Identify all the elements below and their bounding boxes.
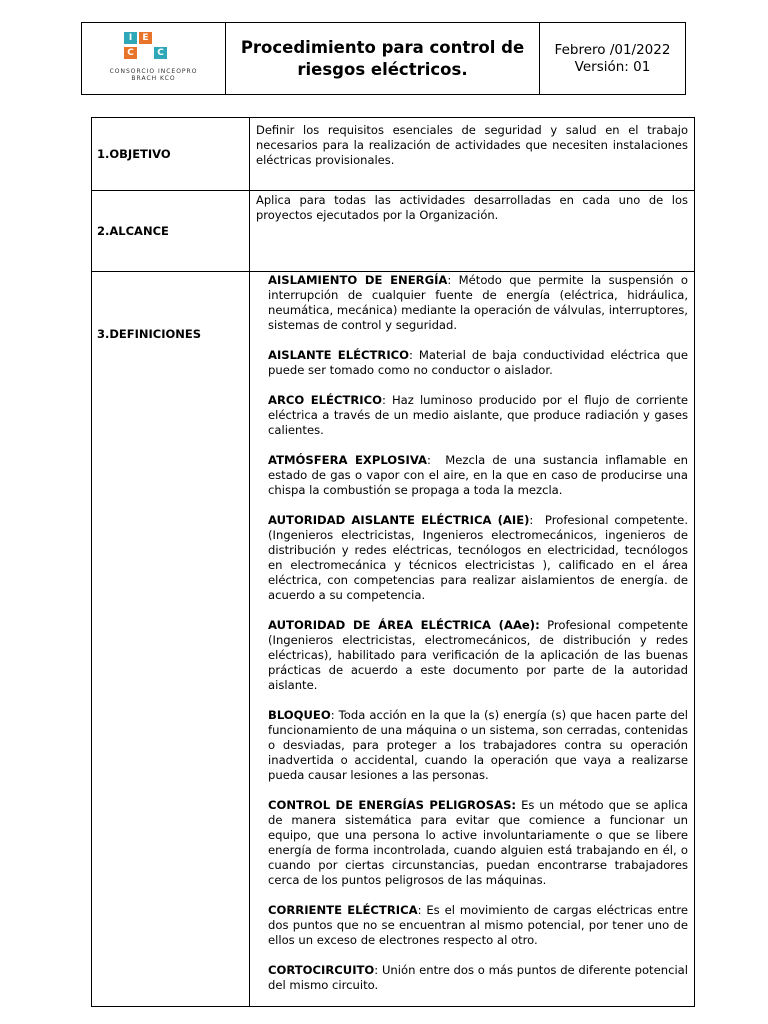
document-header	[81, 22, 686, 95]
definition-item	[268, 513, 688, 603]
definition-item	[268, 393, 688, 438]
definition-text: Método que permite la suspensión o interrupción de cualquier fuente de energía (eléctrica, hidráulica, neumática, mecánica) mediante la operación de válvulas, interruptores, sistemas de control y seguridad.	[268, 273, 689, 332]
procedure-table	[91, 117, 695, 1007]
definition-text: Unión entre dos o más puntos de diferente potencial del mismo circuito.	[268, 963, 688, 992]
logo-square-e: E	[139, 32, 152, 44]
section-definiciones	[92, 271, 694, 1006]
section-text: Aplica para todas las actividades desarrolladas en cada uno de los proyectos ejecutados por la Organización.	[256, 193, 688, 222]
document-title: Procedimiento para control de riesgos eléctricos.	[226, 23, 540, 94]
definition-item	[268, 798, 688, 888]
definitions-list	[250, 271, 694, 1006]
definition-text: Material de baja conductividad eléctrica que puede ser tomado como no conductor o aislador.	[268, 348, 688, 377]
logo-text-line2: BRACH KCO	[131, 75, 176, 82]
section-label: 3.DEFINICIONES	[92, 271, 250, 1006]
section-alcance	[92, 190, 694, 272]
definition-term: ARCO ELÉCTRICO	[268, 393, 382, 407]
definition-text: Haz luminoso producido por el flujo de corriente eléctrica a través de un medio aislante, que produce radiación y gases calientes.	[268, 393, 689, 437]
logo-square-c2: C	[154, 47, 167, 59]
definition-text: Es el movimiento de cargas eléctricas entre dos puntos que no se encuentran al mismo potencial, por tener uno de ellos un exceso de electrones respecto al otro.	[268, 903, 689, 947]
definition-separator: :	[447, 273, 459, 287]
definition-term: AISLANTE ELÉCTRICO	[268, 348, 410, 362]
definition-separator: :	[529, 513, 545, 527]
definition-item	[268, 963, 688, 993]
section-text: Definir los requisitos esenciales de seguridad y salud en el trabajo necesarios para la realización de actividades que necesiten instalaciones eléctricas provisionales.	[256, 123, 688, 167]
definition-term: AUTORIDAD DE ÁREA ELÉCTRICA (AAe):	[268, 618, 540, 632]
definition-term: BLOQUEO	[268, 708, 331, 722]
document-version: Versión: 01	[574, 58, 651, 75]
definition-separator	[540, 618, 547, 632]
logo-square-c1: C	[124, 47, 137, 59]
definition-item	[268, 708, 688, 783]
definition-text: Es un método que se aplica de manera sistemática para evitar que comience a funcionar un equipo, que una persona lo active involuntariamente o que se libere energía de forma incontrolada, cuando alguien está trabajando en él, o cuando por ciertas circunstancias, puedan encontrarse trabajadores cerca de los puntos peligrosos de las máquinas.	[268, 798, 689, 887]
definition-item	[268, 618, 688, 693]
logo-square-i: I	[124, 32, 137, 44]
section-label: 1.OBJETIVO	[92, 118, 250, 190]
definition-separator: :	[374, 963, 382, 977]
logo	[82, 23, 226, 94]
definition-term: AUTORIDAD AISLANTE ELÉCTRICA (AIE)	[268, 513, 530, 527]
section-label: 2.ALCANCE	[92, 190, 250, 271]
definition-item	[268, 903, 688, 948]
definition-text: Toda acción en la que la (s) energía (s) que hacen parte del funcionamiento de una máquina o un sistema, son cerradas, contenidas o desviadas, para proteger a los trabajadores contra su operación inadvertida o accidental, cuando la operación que vaya a realizarse pueda causar lesiones a las personas.	[268, 708, 689, 782]
section-objetivo	[92, 118, 694, 191]
definition-text: Profesional competente. (Ingenieros electricistas, Ingenieros electromecánicos, ingenieros de distribución y redes eléctricas, tecnólogos en electricidad, tecnólogos en electromecánica y técnicos electricistas ), calificado en el área eléctrica, con competencias para realizar aislamientos de energía. de acuerdo a su competencia.	[268, 513, 689, 602]
definition-term: ATMÓSFERA EXPLOSIVA	[268, 453, 427, 467]
definition-text: Mezcla de una sustancia inflamable en estado de gas o vapor con el aire, en la que en caso de producirse una chispa la combustión se propaga a toda la mezcla.	[268, 453, 688, 497]
definition-separator: :	[417, 903, 427, 917]
definition-term: CORRIENTE ELÉCTRICA	[268, 903, 418, 917]
definition-item	[268, 453, 688, 498]
definition-term: AISLAMIENTO DE ENERGÍA	[268, 273, 448, 287]
document-date: Febrero /01/2022	[554, 41, 671, 58]
document-meta	[540, 23, 685, 94]
definition-separator: :	[381, 393, 392, 407]
logo-text-line1: CONSORCIO INCEOPRO	[109, 68, 198, 75]
definition-text: Profesional competente (Ingenieros electricistas, electromecánicos, de distribución y redes eléctricas), habilitado para verificación de la aplicación de las buenas prácticas de acuerdo a este documento por parte de la autoridad aislante.	[268, 618, 689, 692]
definition-term: CORTOCIRCUITO	[268, 963, 375, 977]
definition-term: CONTROL DE ENERGÍAS PELIGROSAS:	[268, 798, 517, 812]
definition-item	[268, 348, 688, 378]
definition-separator: :	[330, 708, 339, 722]
definition-separator: :	[409, 348, 419, 362]
definition-separator: :	[427, 453, 446, 467]
definition-item	[268, 273, 688, 333]
